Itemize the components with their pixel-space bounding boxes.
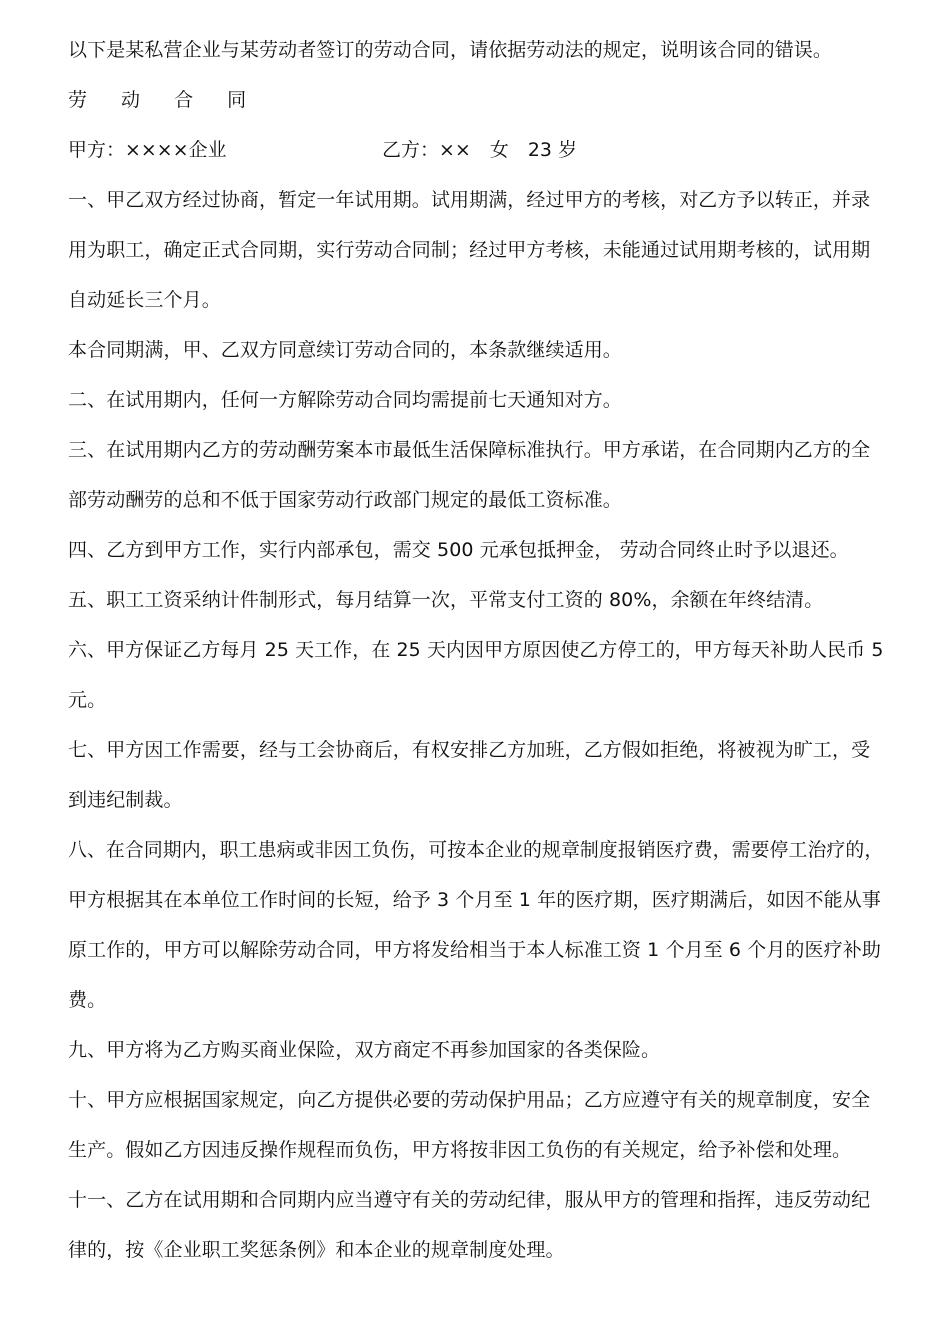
clause-line: 三、在试用期内乙方的劳动酬劳案本市最低生活保障标准执行。甲方承诺，在合同期内乙方的全 [68, 439, 871, 461]
clause-line: 六、甲方保证乙方每月 25 天工作，在 25 天内因甲方原因使乙方停工的，甲方每天补助人民币 5 [68, 639, 884, 661]
parties-line [68, 138, 883, 162]
clause-line: 本合同期满，甲、乙双方同意续订劳动合同的，本条款继续适用。 [68, 339, 622, 361]
clause-line: 用为职工，确定正式合同期，实行劳动合同制；经过甲方考核，未能通过试用期考核的，试用期 [68, 239, 871, 261]
clause-line: 部劳动酬劳的总和不低于国家劳动行政部门规定的最低工资标准。 [68, 489, 622, 511]
clause-line: 甲方根据其在本单位工作时间的长短，给予 3 个月至 1 年的医疗期，医疗期满后，如因不能从事 [68, 889, 881, 911]
clause-line: 二、在试用期内，任何一方解除劳动合同均需提前七天通知对方。 [68, 389, 622, 411]
clause-line: 五、职工工资采纳计件制形式，每月结算一次，平常支付工资的 80%，余额在年终结清。 [68, 589, 824, 611]
clause-line: 八、在合同期内，职工患病或非因工负伤，可按本企业的规章制度报销医疗费，需要停工治疗的， [68, 839, 884, 861]
clause-line: 自动延长三个月。 [68, 289, 221, 311]
clause-line: 原工作的，甲方可以解除劳动合同，甲方将发给相当于本人标准工资 1 个月至 6 个月的医疗补助 [68, 939, 881, 961]
clause-line: 一、甲乙双方经过协商，暂定一年试用期。试用期满，经过甲方的考核，对乙方予以转正，并录 [68, 189, 871, 211]
intro-text: 以下是某私营企业与某劳动者签订的劳动合同，请依据劳动法的规定，说明该合同的错误。 [68, 39, 833, 61]
contract-title: 劳 动 合 同 [68, 89, 261, 111]
clause-line: 四、乙方到甲方工作，实行内部承包，需交 500 元承包抵押金， 劳动合同终止时予以退还。 [68, 539, 849, 561]
clause-line: 七、甲方因工作需要，经与工会协商后，有权安排乙方加班，乙方假如拒绝，将被视为旷工，受 [68, 739, 871, 761]
party-b: 乙方：×× 女 23 岁 [382, 139, 578, 161]
clause-line: 九、甲方将为乙方购买商业保险，双方商定不再参加国家的各类保险。 [68, 1039, 661, 1061]
clause-line: 费。 [68, 989, 107, 1011]
clause-line: 十、甲方应根据国家规定，向乙方提供必要的劳动保护用品；乙方应遵守有关的规章制度，安全 [68, 1089, 871, 1111]
clause-line: 生产。假如乙方因违反操作规程而负伤，甲方将按非因工负伤的有关规定，给予补偿和处理。 [68, 1139, 852, 1161]
clause-line: 律的，按《企业职工奖惩条例》和本企业的规章制度处理。 [68, 1239, 565, 1261]
party-a: 甲方：××××企业 [68, 139, 227, 161]
clause-line: 到违纪制裁。 [68, 789, 183, 811]
clause-line: 元。 [68, 689, 107, 711]
clause-line: 十一、乙方在试用期和合同期内应当遵守有关的劳动纪律，服从甲方的管理和指挥，违反劳动纪 [68, 1189, 871, 1211]
